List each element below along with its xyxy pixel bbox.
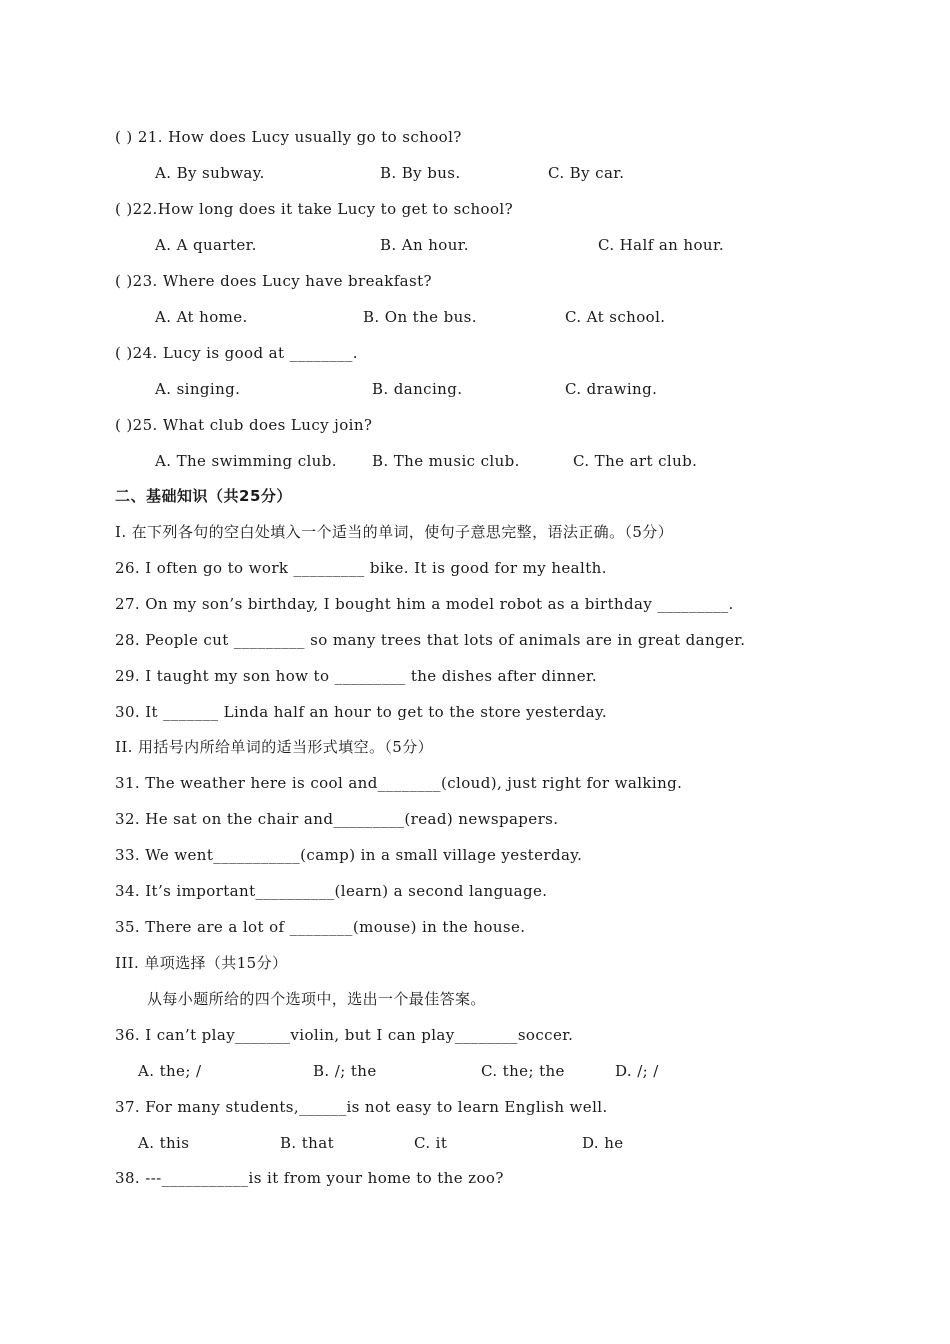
question-30: 30. It _______ Linda half an hour to get to the store yesterday.	[115, 703, 608, 721]
q22-option-b: B. An hour.	[380, 236, 469, 254]
part3-title: III. 单项选择（共15分）	[115, 954, 288, 972]
question-29: 29. I taught my son how to _________ the dishes after dinner.	[115, 667, 598, 685]
q24-option-b: B. dancing.	[372, 380, 463, 398]
q37-option-a: A. this	[138, 1134, 190, 1152]
question-31: 31. The weather here is cool and________(cloud), just right for walking.	[115, 774, 683, 792]
part2-instruction: II. 用括号内所给单词的适当形式填空。（5分）	[115, 738, 434, 756]
q23-option-a: A. At home.	[155, 308, 248, 326]
q37-option-d: D. he	[582, 1134, 624, 1152]
q36-option-d: D. /; /	[615, 1062, 659, 1080]
q25-option-a: A. The swimming club.	[155, 452, 337, 470]
question-26: 26. I often go to work _________ bike. It is good for my health.	[115, 559, 607, 577]
part1-instruction: I. 在下列各句的空白处填入一个适当的单词，使句子意思完整，语法正确。（5分）	[115, 523, 674, 541]
q36-option-b: B. /; the	[313, 1062, 377, 1080]
question-27: 27. On my son’s birthday, I bought him a model robot as a birthday _________.	[115, 595, 734, 613]
question-37: 37. For many students,______is not easy to learn English well.	[115, 1098, 608, 1116]
q21-option-b: B. By bus.	[380, 164, 461, 182]
q24-option-a: A. singing.	[155, 380, 241, 398]
q36-option-c: C. the; the	[481, 1062, 565, 1080]
part3-instruction: 从每小题所给的四个选项中，选出一个最佳答案。	[147, 990, 486, 1008]
q24-option-c: C. drawing.	[565, 380, 658, 398]
question-36: 36. I can’t play_______violin, but I can play________soccer.	[115, 1026, 574, 1044]
question-33: 33. We went___________(camp) in a small village yesterday.	[115, 846, 583, 864]
question-23: ( )23. Where does Lucy have breakfast?	[115, 272, 432, 290]
q25-option-b: B. The music club.	[372, 452, 520, 470]
q37-option-b: B. that	[280, 1134, 335, 1152]
q37-option-c: C. it	[414, 1134, 448, 1152]
question-25: ( )25. What club does Lucy join?	[115, 416, 373, 434]
q23-option-b: B. On the bus.	[363, 308, 477, 326]
q25-option-c: C. The art club.	[573, 452, 698, 470]
section-title: 二、基础知识（共25分）	[115, 487, 292, 505]
question-24: ( )24. Lucy is good at ________.	[115, 344, 358, 362]
q21-option-c: C. By car.	[548, 164, 625, 182]
q23-option-c: C. At school.	[565, 308, 666, 326]
question-34: 34. It’s important__________(learn) a second language.	[115, 882, 548, 900]
q22-option-c: C. Half an hour.	[598, 236, 725, 254]
q36-option-a: A. the; /	[138, 1062, 202, 1080]
question-35: 35. There are a lot of ________(mouse) in the house.	[115, 918, 526, 936]
question-38: 38. ---___________is it from your home to the zoo?	[115, 1169, 504, 1187]
question-21: ( ) 21. How does Lucy usually go to school?	[115, 128, 462, 146]
question-28: 28. People cut _________ so many trees that lots of animals are in great danger.	[115, 631, 746, 649]
q21-option-a: A. By subway.	[155, 164, 265, 182]
question-32: 32. He sat on the chair and_________(read) newspapers.	[115, 810, 559, 828]
question-22: ( )22.How long does it take Lucy to get to school?	[115, 200, 514, 218]
q22-option-a: A. A quarter.	[155, 236, 257, 254]
